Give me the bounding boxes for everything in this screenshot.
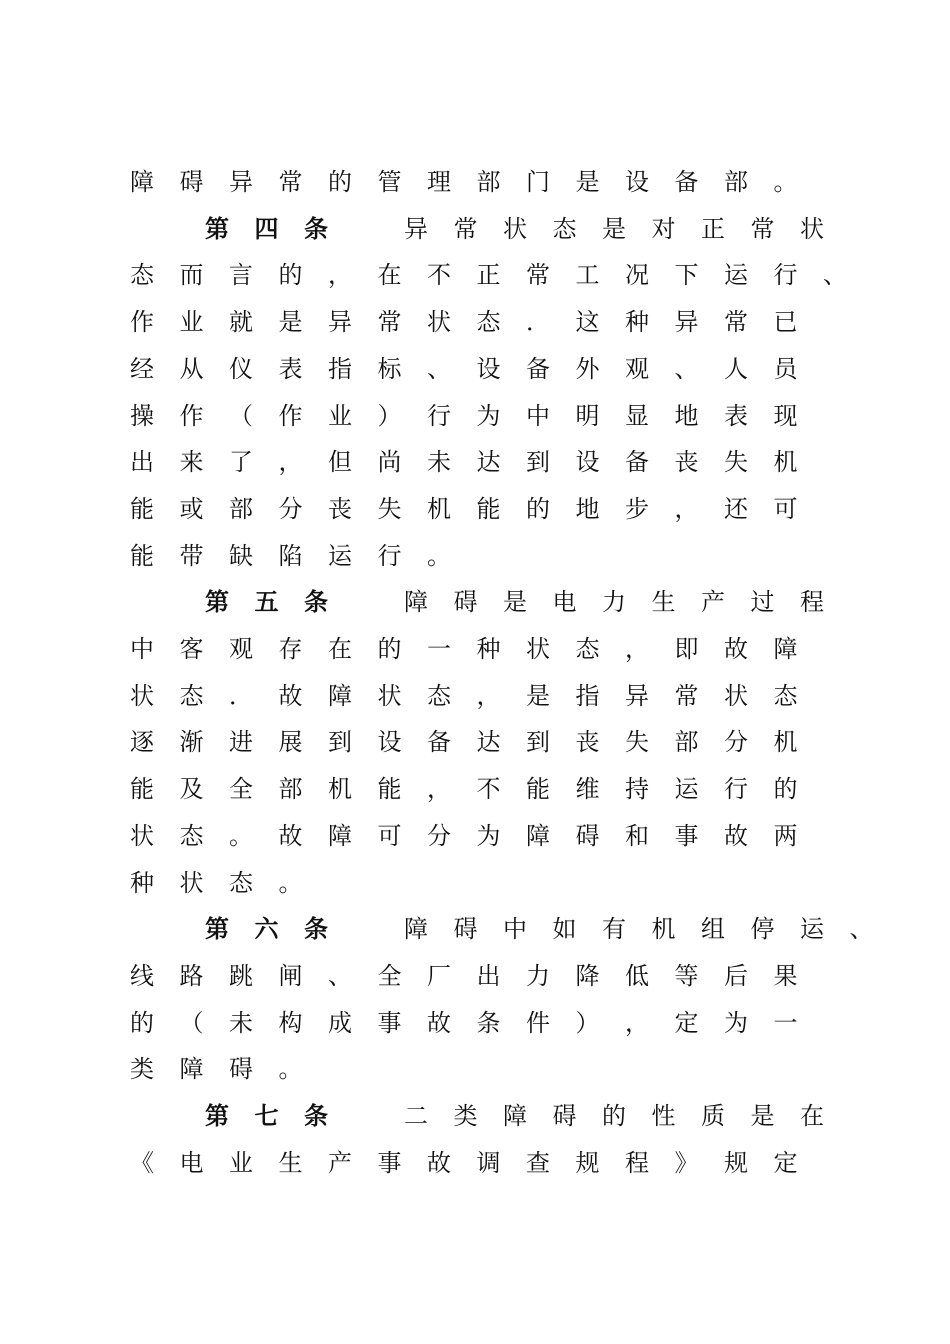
text-char: 常 [526,261,550,290]
text-char: 。 [427,541,451,570]
text-char: 》 [674,1148,699,1177]
text-char: 态 [130,261,154,290]
text-char: 和 [625,821,649,850]
text-char: 碍 [552,1102,577,1130]
text-char: 业 [328,401,352,430]
text-char: 部 [724,168,748,196]
text-char: 管 [377,168,402,196]
text-char: 状 [427,308,451,337]
text-char: 部 [476,168,501,196]
article-number-char: 六 [254,914,279,944]
text-line [0,1143,950,1183]
text-char: 力 [526,961,550,990]
text-char: 构 [278,1008,303,1037]
text-char: 行 [724,775,748,804]
text-char: 条 [476,1008,501,1037]
text-char: 状 [503,214,527,243]
text-char: 类 [453,1102,478,1130]
text-char: 低 [625,961,649,990]
text-char: 行 [377,541,402,570]
text-char: 电 [179,1148,204,1177]
text-char: 出 [130,448,154,477]
text-char: 障 [328,681,352,710]
text-char: 机 [773,728,798,757]
text-char: 常 [377,308,402,337]
text-char: 定 [674,1008,699,1037]
text-char: 有 [602,915,626,944]
text-char: 停 [750,915,775,944]
text-char: 常 [750,214,775,243]
text-char: 部 [278,775,303,804]
text-char: 种 [130,868,154,897]
text-char: 丧 [674,448,699,477]
text-char: 事 [377,1148,402,1177]
text-char: 工 [575,261,600,290]
text-char: 但 [328,448,352,477]
text-char: 的 [526,494,550,523]
text-char: 事 [377,1008,402,1037]
text-char: 状 [377,681,402,710]
text-char: 的 [602,1102,626,1130]
text-char: 故 [427,1148,451,1177]
text-char: 对 [651,214,676,243]
text-char: 故 [724,635,748,663]
text-line [0,1096,950,1136]
text-char: 路 [179,961,204,990]
article-number-char: 五 [254,587,279,617]
text-char: ） [575,1008,600,1037]
text-char: 常 [278,168,303,196]
text-line [0,209,950,249]
text-line [0,255,950,295]
text-char: 。 [229,821,253,850]
text-char: 达 [476,728,501,757]
text-char: ， [625,1008,649,1037]
text-char: 是 [278,308,303,337]
text-char: 常 [674,681,699,710]
text-char: 业 [179,308,204,337]
text-char: 能 [476,494,501,523]
text-char: 地 [575,494,600,523]
text-char: 《 [130,1148,154,1177]
text-char: 生 [651,588,676,617]
text-char: 后 [724,961,748,990]
text-char: 况 [625,261,649,290]
text-char: 可 [377,821,402,850]
text-char: 异 [625,681,649,710]
text-char: ． [526,308,550,337]
text-char: 作 [179,401,204,430]
text-char: 中 [503,915,527,944]
text-char: 异 [229,168,253,196]
text-char: 言 [229,261,253,290]
text-char: 。 [278,868,303,897]
text-line [0,1049,950,1089]
text-char: 的 [130,1008,154,1037]
text-char: 展 [278,728,303,757]
text-char: 态 [179,821,204,850]
text-char: 维 [575,775,600,804]
text-char: 已 [773,308,798,337]
text-line [0,863,950,903]
text-char: 。 [278,1055,303,1084]
text-char: 未 [427,448,451,477]
text-char: 碍 [453,588,478,617]
text-char: 常 [453,214,478,243]
text-char: 全 [377,961,402,990]
text-char: 状 [130,821,154,850]
text-line [0,162,950,202]
text-char: 分 [278,494,303,523]
text-char: 调 [476,1148,501,1177]
text-char: 、 [674,354,699,383]
text-char: 状 [130,681,154,710]
text-char: 为 [476,401,501,430]
text-char: 带 [179,541,204,570]
text-char: 分 [427,821,451,850]
text-char: 故 [278,681,303,710]
text-char: 状 [800,214,824,243]
text-char: 中 [130,635,154,663]
text-char: 定 [773,1148,798,1177]
article-number-char: 第 [205,1101,229,1130]
text-char: 运 [328,541,352,570]
article-number-char: 条 [304,213,328,243]
text-char: 设 [377,728,402,757]
text-char: 丧 [328,494,352,523]
text-char: 从 [179,354,204,383]
text-char: 运 [724,261,748,290]
text-char: 在 [328,635,352,663]
text-char: 性 [651,1102,676,1130]
text-char: 态 [575,635,600,663]
text-char: 厂 [427,961,451,990]
text-char: 可 [773,494,798,523]
text-char: 而 [179,261,204,290]
text-char: 是 [602,214,626,243]
text-line [0,676,950,716]
text-char: ， [328,261,352,290]
text-char: ， [427,775,451,804]
text-char: 是 [750,1102,775,1130]
text-char: 部 [229,494,253,523]
text-char: 碍 [229,1055,253,1084]
text-char: 碍 [453,915,478,944]
text-line [0,816,950,856]
text-char: 态 [229,868,253,897]
text-char: ， [476,681,501,710]
text-char: 逐 [130,728,154,757]
text-char: 达 [476,448,501,477]
text-char: 即 [674,635,699,663]
text-char: 障 [526,821,550,850]
text-char: 明 [575,401,600,430]
text-char: 渐 [179,728,204,757]
text-char: 分 [724,728,748,757]
text-char: 机 [328,775,352,804]
article-number-char: 条 [304,587,328,617]
text-char: 力 [602,588,626,617]
text-char: 组 [701,915,725,944]
text-char: 来 [179,448,204,477]
text-char: ， [674,494,699,523]
text-char: 故 [427,1008,451,1037]
article-number-char: 条 [304,1101,328,1130]
text-char: 作 [278,401,303,430]
text-line [0,442,950,482]
text-char: 态 [427,681,451,710]
text-char: 存 [278,635,303,663]
text-char: 外 [575,354,600,383]
text-char: 能 [526,775,550,804]
text-char: 能 [130,775,154,804]
text-char: 指 [328,354,352,383]
text-char: 能 [130,494,154,523]
text-char: 作 [130,308,154,337]
text-char: 电 [552,588,577,617]
text-char: 闸 [278,961,303,990]
text-char: 、 [849,915,874,944]
text-char: 件 [526,1008,550,1037]
text-char: 失 [625,728,649,757]
text-line [0,956,950,996]
text-char: ， [625,635,649,663]
text-char: 障 [773,635,798,663]
text-char: 未 [229,1008,253,1037]
text-line [0,1003,950,1043]
text-char: 态 [773,681,798,710]
text-char: 尚 [377,448,402,477]
text-char: 状 [526,635,550,663]
text-char: 异 [328,308,352,337]
text-char: 这 [575,308,600,337]
text-line [0,349,950,389]
text-char: 下 [674,261,699,290]
text-char: 理 [427,168,451,196]
text-line [0,582,950,622]
text-char: 观 [229,635,253,663]
text-char: 备 [526,354,550,383]
text-char: 是 [526,681,550,710]
text-char: 到 [328,728,352,757]
text-char: 客 [179,635,204,663]
text-char: 及 [179,775,204,804]
text-char: 障 [404,915,428,944]
text-char: 一 [427,635,451,663]
text-char: 态 [552,214,577,243]
text-char: 业 [229,1148,253,1177]
text-char: 。 [773,168,798,196]
text-char: 如 [552,915,577,944]
text-char: 态 [476,308,501,337]
text-char: 障 [130,168,154,196]
text-char: 持 [625,775,649,804]
text-char: 设 [476,354,501,383]
article-number-char: 第 [205,587,229,617]
text-char: 出 [476,961,501,990]
text-char: 失 [724,448,748,477]
text-char: 到 [526,728,550,757]
text-char: 中 [526,401,550,430]
text-char: 、 [823,261,847,290]
text-char: 能 [130,541,154,570]
text-char: 的 [278,261,303,290]
text-char: 障 [179,1055,204,1084]
text-char: 在 [800,1102,824,1130]
text-char: 全 [229,775,253,804]
article-number-char: 第 [205,213,229,243]
text-char: 机 [773,448,798,477]
text-char: 不 [476,775,501,804]
text-char: 运 [674,775,699,804]
text-line [0,536,950,576]
text-char: 缺 [229,541,253,570]
text-char: 故 [278,821,303,850]
text-char: 成 [328,1008,352,1037]
text-char: 、 [427,354,451,383]
text-char: 门 [526,168,550,196]
text-char: 、 [328,961,352,990]
text-char: 备 [625,448,649,477]
text-char: 两 [773,821,798,850]
text-char: 不 [427,261,451,290]
text-char: 表 [724,401,748,430]
text-char: 或 [179,494,204,523]
text-char: ） [377,401,402,430]
text-char: 程 [625,1148,649,1177]
text-char: 降 [575,961,600,990]
text-char: （ [179,1008,204,1037]
text-char: 状 [179,868,204,897]
text-char: 机 [651,915,676,944]
text-char: 的 [328,168,352,196]
text-char: 是 [503,588,527,617]
text-char: 二 [404,1102,428,1130]
text-char: 现 [773,401,798,430]
text-line [0,302,950,342]
article-number-char: 四 [254,213,279,243]
text-char: 行 [427,401,451,430]
text-char: 常 [724,308,748,337]
text-line [0,629,950,669]
text-char: 观 [625,354,649,383]
text-char: 的 [773,775,798,804]
text-char: 障 [328,821,352,850]
text-char: 正 [701,214,725,243]
text-char: 障 [503,1102,527,1130]
text-char: 指 [575,681,600,710]
text-char: 一 [773,1008,798,1037]
article-number-char: 条 [304,914,328,944]
text-char: 事 [674,821,699,850]
text-char: 等 [674,961,699,990]
text-line [0,769,950,809]
text-char: 行 [773,261,798,290]
text-char: 线 [130,961,154,990]
text-char: 人 [724,354,748,383]
text-char: 障 [404,588,428,617]
text-char: 机 [427,494,451,523]
text-char: ． [229,681,253,710]
text-char: 为 [724,1008,748,1037]
text-char: 丧 [575,728,600,757]
text-char: 异 [674,308,699,337]
text-char: 经 [130,354,154,383]
text-char: 异 [404,214,428,243]
text-char: 跳 [229,961,253,990]
text-line [0,489,950,529]
text-char: 设 [575,448,600,477]
text-char: 备 [674,168,699,196]
text-char: ， [278,448,303,477]
text-char: 质 [701,1102,725,1130]
text-char: 标 [377,354,402,383]
article-number-char: 七 [254,1101,279,1130]
text-char: 运 [800,915,824,944]
text-char: 产 [328,1148,352,1177]
text-line [0,909,950,949]
text-char: 的 [377,635,402,663]
text-char: 表 [278,354,303,383]
text-char: 备 [427,728,451,757]
text-char: 种 [625,308,649,337]
text-char: 产 [701,588,725,617]
text-char: （ [229,401,253,430]
text-char: 在 [377,261,402,290]
text-char: 员 [773,354,798,383]
text-char: 碍 [179,168,204,196]
text-char: 生 [278,1148,303,1177]
text-char: 查 [526,1148,550,1177]
text-char: 进 [229,728,253,757]
text-char: 陷 [278,541,303,570]
text-char: 仪 [229,354,253,383]
text-char: 失 [377,494,402,523]
text-char: 还 [724,494,748,523]
text-char: 到 [526,448,550,477]
text-char: 了 [229,448,253,477]
text-char: 类 [130,1055,154,1084]
text-line [0,396,950,436]
text-char: 种 [476,635,501,663]
text-char: 就 [229,308,253,337]
article-number-char: 第 [205,914,229,944]
text-char: 步 [625,494,649,523]
text-char: 程 [800,588,824,617]
text-char: 规 [575,1148,600,1177]
text-line [0,722,950,762]
text-char: 部 [674,728,699,757]
text-char: 是 [575,168,600,196]
text-char: 设 [625,168,649,196]
text-char: 故 [724,821,748,850]
text-char: 果 [773,961,798,990]
text-char: 显 [625,401,649,430]
text-char: 碍 [575,821,600,850]
text-char: 过 [750,588,775,617]
text-char: 地 [674,401,699,430]
text-char: 能 [377,775,402,804]
text-char: 为 [476,821,501,850]
text-char: 态 [179,681,204,710]
text-char: 规 [724,1148,748,1177]
text-char: 正 [476,261,501,290]
text-char: 状 [724,681,748,710]
text-char: 操 [130,401,154,430]
